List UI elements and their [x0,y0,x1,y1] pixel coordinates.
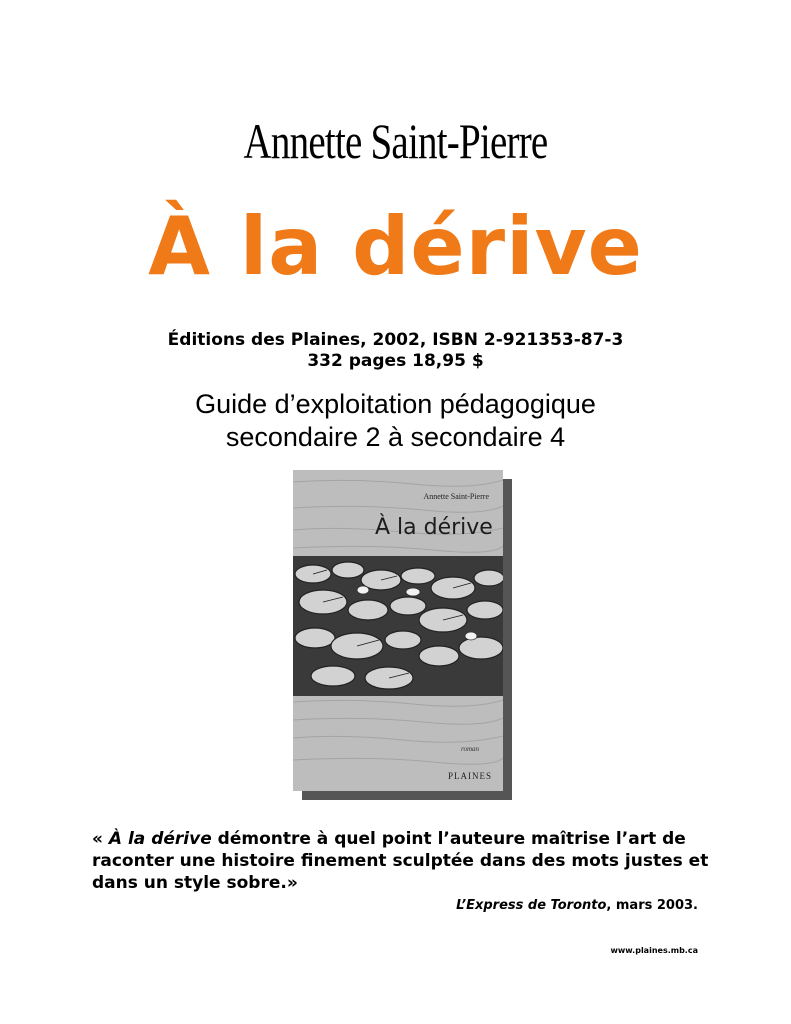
quote-source [300,898,698,913]
quote-open: « [92,829,109,849]
book-title: À la dérive [148,200,643,293]
publication-line-1: Éditions des Plaines, 2002, ISBN 2-921353-87-3 [167,330,624,350]
book-cover-image [293,470,503,791]
quote-book-title: À la dérive [108,829,212,849]
guide-line-2: secondaire 2 à secondaire 4 [225,422,566,452]
cover-title: À la dérive [375,515,493,540]
publication-line-2: 332 pages 18,95 $ [307,351,484,371]
source-date: , mars 2003. [606,898,698,913]
cover-genre: roman [461,745,480,753]
cover-author: Annette Saint-Pierre [423,492,489,501]
website-url: www.plaines.mb.ca [610,946,698,955]
guide-line-1: Guide d’exploitation pédagogique [195,389,596,419]
review-quote [92,828,712,894]
source-publication: L’Express de Toronto [456,898,607,913]
quote-text: démontre à quel point l’auteure maîtrise l’art de raconter une histoire finement sculptée dans des mots justes et dans un style sobre.» [92,829,709,893]
publication-info [0,330,791,372]
guide-subtitle [0,388,791,454]
cover-publisher: PLAINES [448,771,493,781]
author-name: Annette Saint-Pierre [243,113,548,169]
